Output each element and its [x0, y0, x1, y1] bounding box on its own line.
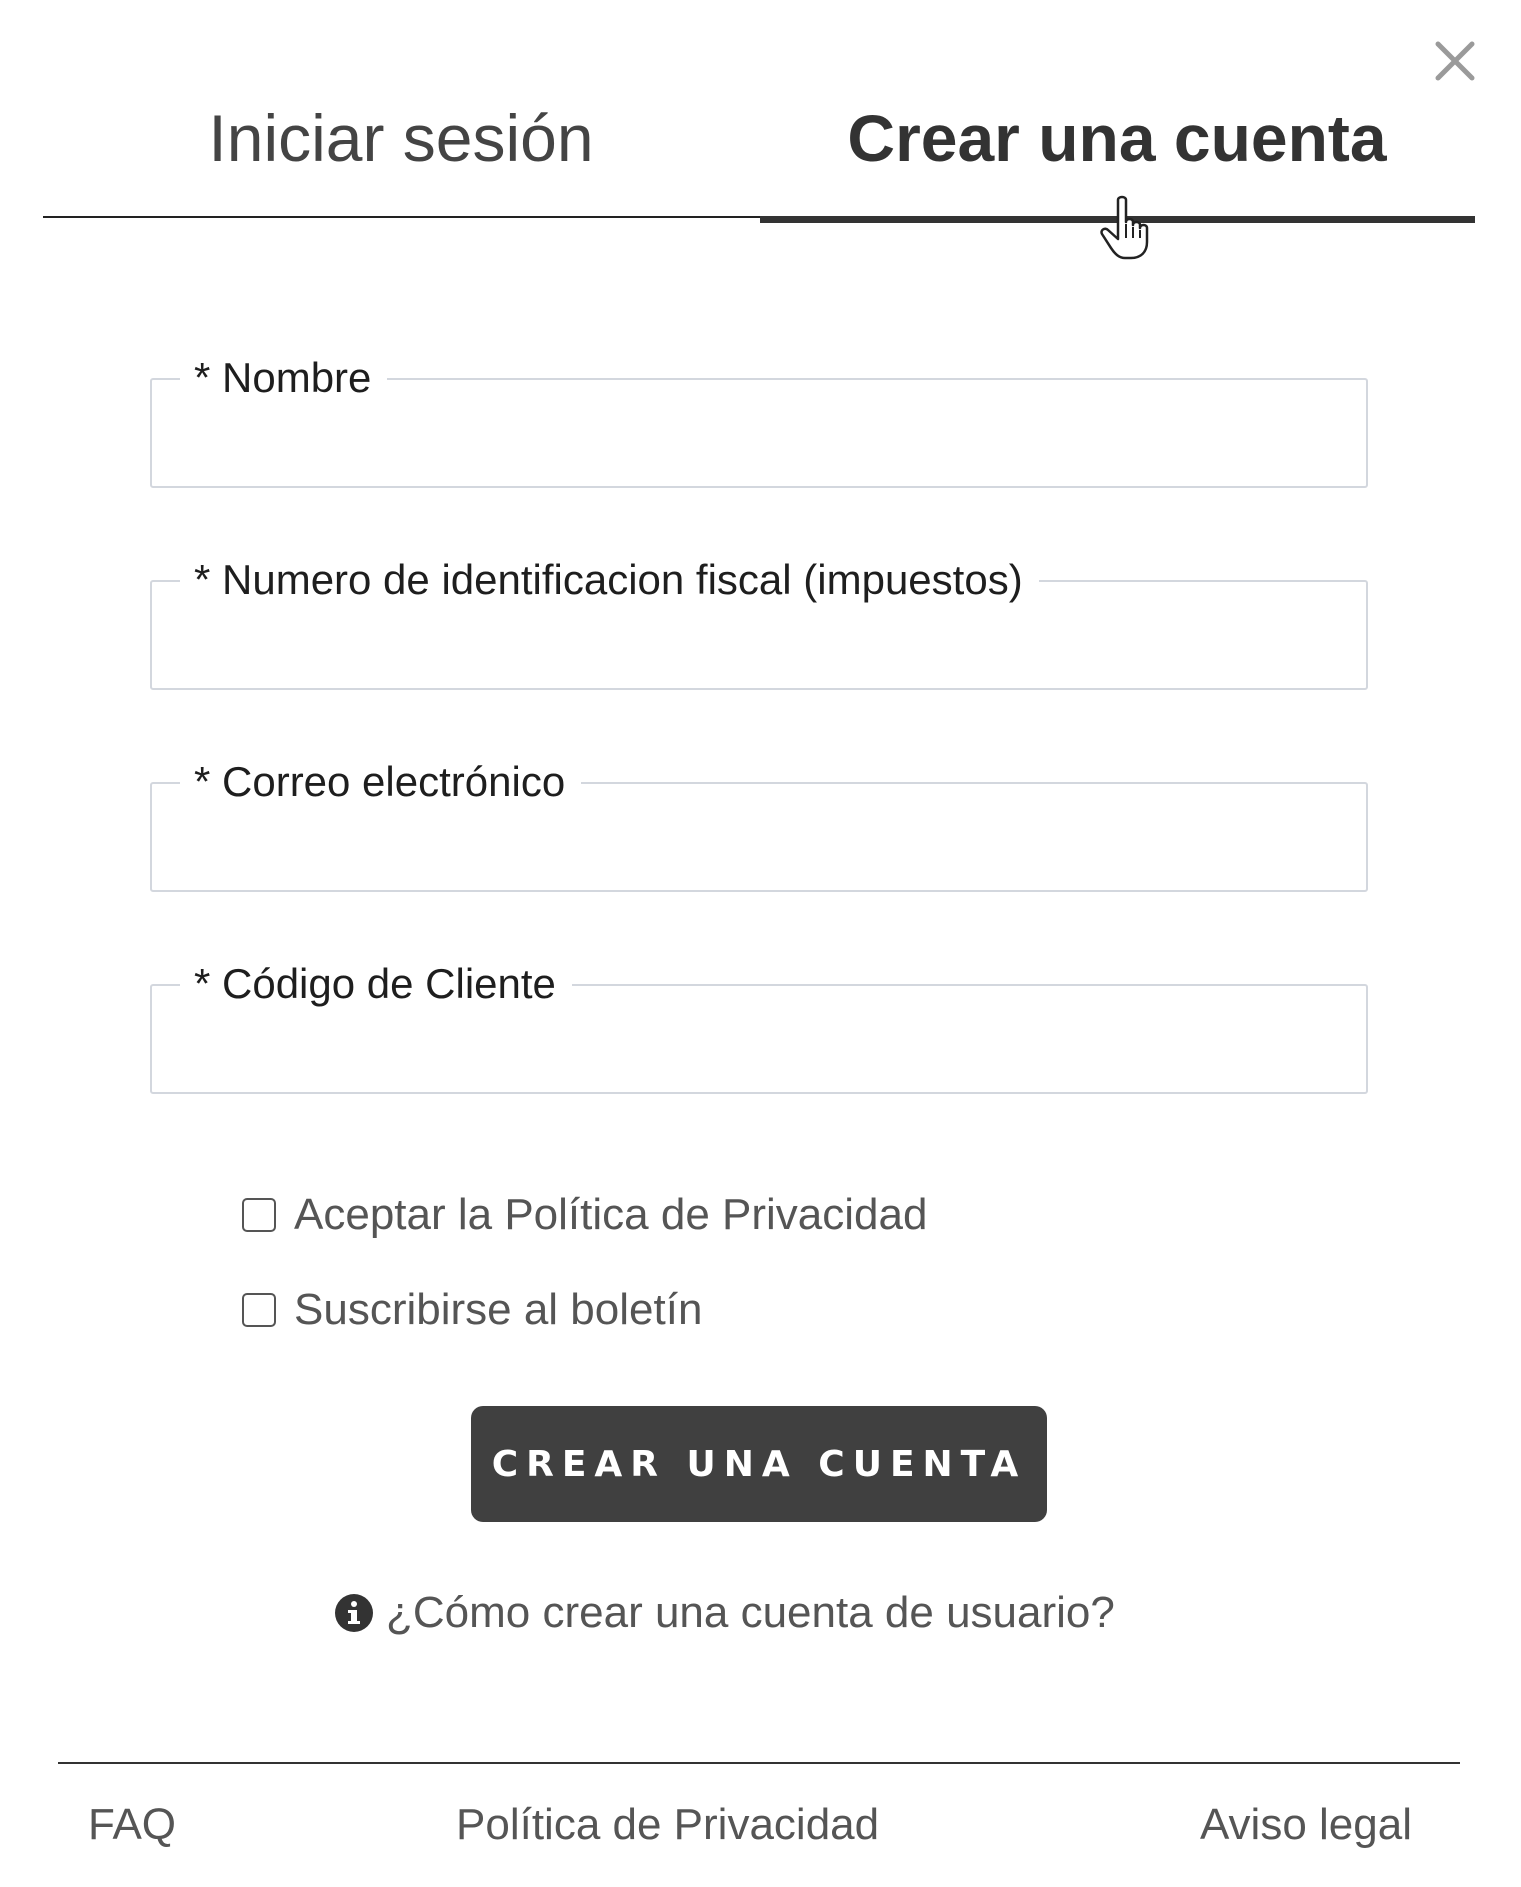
email-label: * Correo electrónico — [180, 752, 581, 812]
tax-id-field — [150, 542, 1368, 652]
footer-divider — [58, 1762, 1460, 1764]
tax-id-input[interactable] — [170, 604, 1344, 666]
name-field — [150, 340, 1368, 450]
privacy-checkbox[interactable] — [242, 1198, 276, 1232]
footer-privacy-link[interactable]: Política de Privacidad — [456, 1800, 880, 1849]
newsletter-checkbox-row[interactable] — [242, 1285, 702, 1335]
email-input[interactable] — [170, 806, 1344, 868]
create-account-button[interactable]: CREAR UNA CUENTA — [471, 1406, 1047, 1522]
tab-login[interactable] — [43, 90, 759, 226]
name-input[interactable] — [170, 402, 1344, 464]
newsletter-checkbox-label: Suscribirse al boletín — [294, 1285, 703, 1334]
how-to-create-account-label: ¿Cómo crear una cuenta de usuario? — [386, 1588, 1115, 1637]
client-code-field — [150, 946, 1368, 1056]
info-circle-icon — [334, 1593, 374, 1633]
email-field — [150, 744, 1368, 854]
client-code-label: * Código de Cliente — [180, 954, 572, 1014]
tab-register-label: Crear una cuenta — [847, 101, 1387, 175]
auth-tabs — [43, 90, 1475, 226]
close-button[interactable] — [1430, 36, 1480, 86]
client-code-input[interactable] — [170, 1008, 1344, 1070]
tab-login-label: Iniciar sesión — [208, 101, 594, 175]
hand-pointer-icon — [1100, 192, 1158, 262]
footer-faq-link[interactable]: FAQ — [88, 1800, 177, 1849]
close-icon — [1430, 36, 1480, 86]
tax-id-label: * Numero de identificacion fiscal (impuestos) — [180, 550, 1039, 610]
footer-legal-link[interactable]: Aviso legal — [1200, 1800, 1412, 1849]
name-label: * Nombre — [180, 348, 387, 408]
privacy-checkbox-label: Aceptar la Política de Privacidad — [294, 1190, 928, 1239]
how-to-create-account-link[interactable] — [334, 1588, 1115, 1638]
newsletter-checkbox[interactable] — [242, 1293, 276, 1327]
privacy-checkbox-row[interactable] — [242, 1190, 927, 1240]
